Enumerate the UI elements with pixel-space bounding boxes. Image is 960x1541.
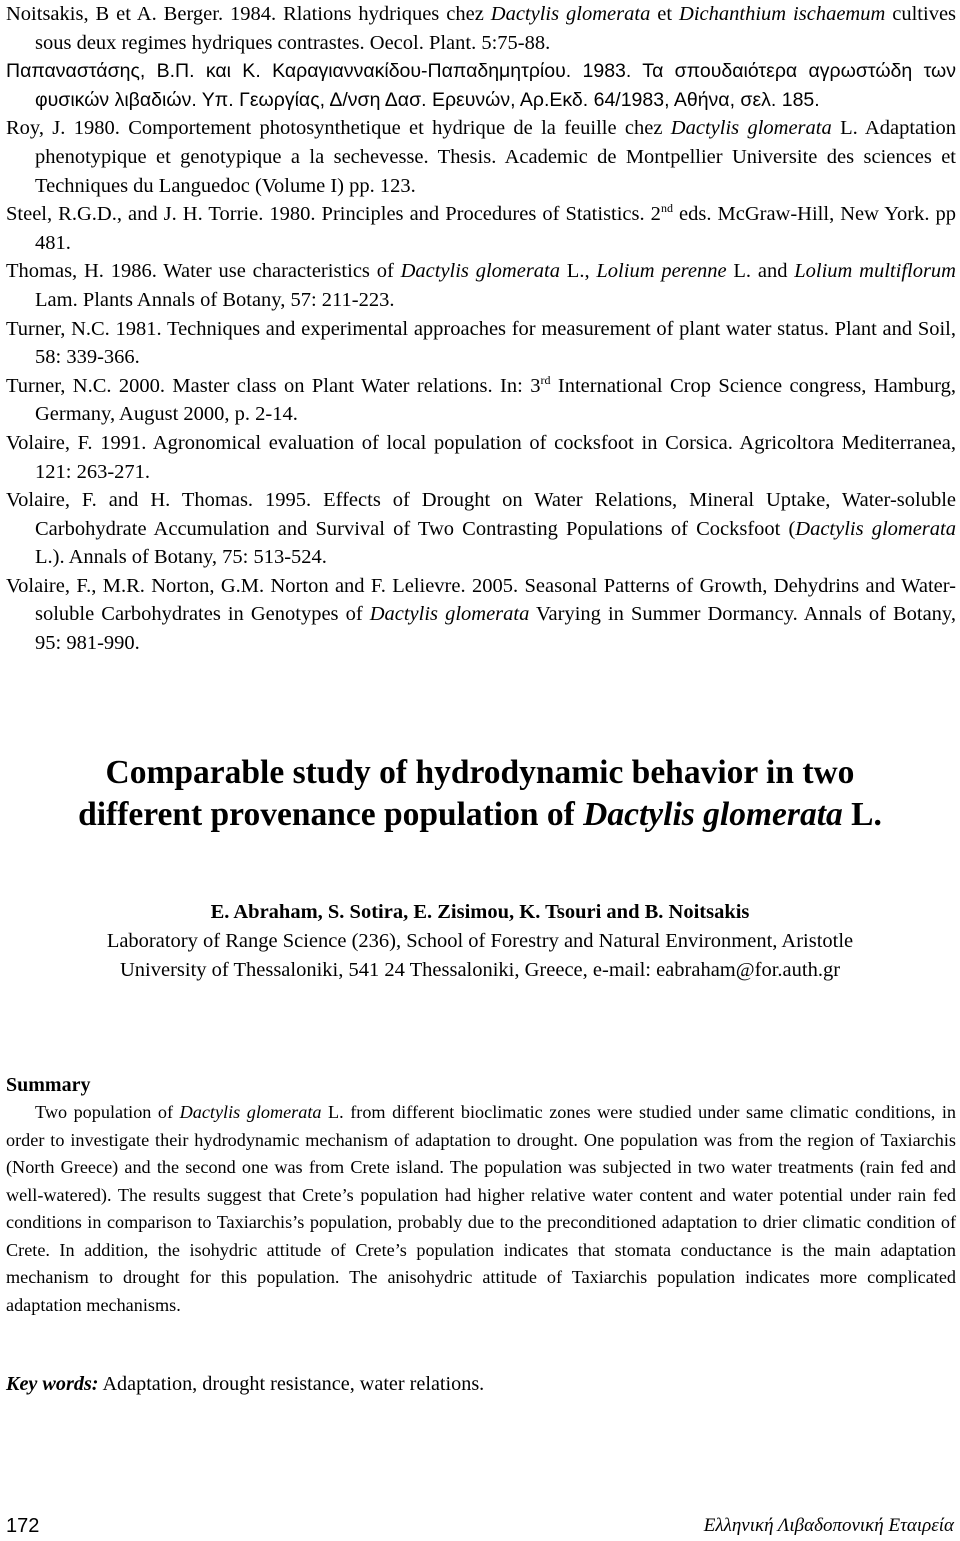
reference-item [6,114,956,200]
reference-item [6,315,956,372]
reference-item [6,257,956,314]
summary-text [6,1099,956,1319]
ref-text: L. Adaptation phenotypique et genotypique a la sechevesse. Thesis. Academic de Montpellier Universite des sciences et Techniques du Languedoc (Volume I) pp. 123. [35,117,957,197]
reference-item [6,372,956,429]
ref-italic: Lolium multiflorum [794,260,956,283]
ref-text: Turner, N.C. 1981. Techniques and experimental approaches for measurement of plant water status. Plant and Soil, 58: 339-366. [6,317,956,369]
reference-item [6,429,956,486]
keywords-label: Key words: [6,1373,99,1395]
title-line: Comparable study of hydrodynamic behavior in two [105,754,855,791]
ref-text: Varying in Summer Dormancy. Annals of Botany, 95: 981-990. [35,603,956,655]
title-italic: Dactylis glomerata [583,796,843,833]
reference-item [6,200,956,257]
affiliation [0,927,960,984]
summary-italic: Dactylis glomerata [179,1102,322,1122]
summary-heading: Summary [6,1074,91,1096]
ref-text: Noitsakis, B et A. Berger. 1984. Rlations hydriques chez [6,3,491,25]
ref-text: L., [560,260,597,283]
footer-organization: Ελληνική Λιβαδοπονική Εταιρεία [703,1515,954,1536]
keywords [6,1370,956,1398]
ref-italic: Dactylis glomerata [400,260,560,283]
ref-text: Turner, N.C. 2000. Master class on Plant Water relations. In: 3 [6,374,541,397]
summary-part: Two population of [35,1102,180,1122]
paper-title [0,752,960,836]
ref-italic: Dactylis glomerata [369,603,530,626]
ref-italic: Dactylis glomerata [670,117,832,140]
ref-text: International Crop Science congress, Hamburg, Germany, August 2000, p. 2-14. [35,374,956,426]
title-text: L. [842,796,882,833]
ref-text: et [650,3,680,25]
reference-item [6,486,956,572]
ref-text: cultives sous deux regimes hydriques contrastes. Oecol. Plant. 5:75-88. [35,3,957,54]
affiliation-line: Laboratory of Range Science (236), School of Forestry and Natural Environment, Aristotle [106,930,854,952]
reference-item [6,57,956,114]
title-text: different provenance population of [78,796,584,833]
ref-superscript: rd [540,372,551,387]
ref-text: Lam. Plants Annals of Botany, 57: 211-223. [35,288,395,311]
ref-text: Steel, R.G.D., and J. H. Torrie. 1980. Principles and Procedures of Statistics. 2 [6,203,661,226]
ref-text: Roy, J. 1980. Comportement photosynthetique et hydrique de la feuille chez [6,117,671,140]
summary-part: L. from different bioclimatic zones were studied under same climatic conditions, in order to investigate their hydrodynamic mechanism of adaptation to drought. One population was from the region of Taxiarchis (North Greece) and the second one was from Crete island. The population was subjected in two water treatments (rain fed and well-watered). The results suggest that Crete’s population had higher relative water content and water potential under rain fed conditions in comparison to Taxiarchis’s population, probably due to the preconditioned adaptation to drier climatic condition of Crete. In addition, the isohydric attitude of Crete’s population indicates that stomata conductance is the main adaptation mechanism to drought for this population. The anisohydric attitude of Taxiarchis population indicates more complicated adaptation mechanisms. [6,1102,956,1315]
ref-italic: Dactylis glomerata [795,517,956,540]
ref-text: L.). Annals of Botany, 75: 513-524. [35,546,327,569]
references-list [6,0,956,658]
ref-text: Παπαναστάσης, Β.Π. και Κ. Καραγιαννακίδου-Παπαδημητρίου. 1983. Τα σπουδαιότερα αγρωστώδη των φυσικών λιβαδιών. Υπ. Γεωργίας, Δ/νση Δασ. Ερευνών, Αρ.Εκδ. 64/1983, Αθήνα, σελ. 185. [6,60,956,111]
ref-text: L. and [726,260,795,283]
authors: E. Abraham, S. Sotira, E. Zisimou, K. Tsouri and B. Noitsakis [210,901,750,923]
ref-text: Volaire, F. and H. Thomas. 1995. Effects of Drought on Water Relations, Mineral Uptake, Water-soluble Carbohydrate Accumulation and Survival of Two Contrasting Populations of Cocksfoot ( [6,489,956,540]
reference-item [6,572,956,658]
ref-superscript: nd [660,201,673,216]
ref-italic: Lolium perenne [596,260,727,283]
ref-italic: Dactylis glomerata [490,3,651,25]
keywords-text: Adaptation, drought resistance, water relations. [98,1373,485,1395]
ref-italic: Dichanthium ischaemum [679,3,886,25]
page-number: 172 [6,1515,40,1537]
reference-item [6,0,956,57]
ref-text: eds. McGraw-Hill, New York. pp 481. [35,203,956,254]
ref-text: Volaire, F., M.R. Norton, G.M. Norton and F. Lelievre. 2005. Seasonal Patterns of Growth, Dehydrins and Water- soluble Carbohydrates in Genotypes of [6,574,956,626]
ref-text: Volaire, F. 1991. Agronomical evaluation of local population of cocksfoot in Corsica. Agricoltora Mediterranea, 121: 263-271. [6,431,956,483]
affiliation-line: University of Thessaloniki, 541 24 Thessaloniki, Greece, e-mail: eabraham@for.auth.gr [119,958,841,981]
title-line [0,794,960,836]
ref-text: Thomas, H. 1986. Water use characteristics of [6,260,401,283]
